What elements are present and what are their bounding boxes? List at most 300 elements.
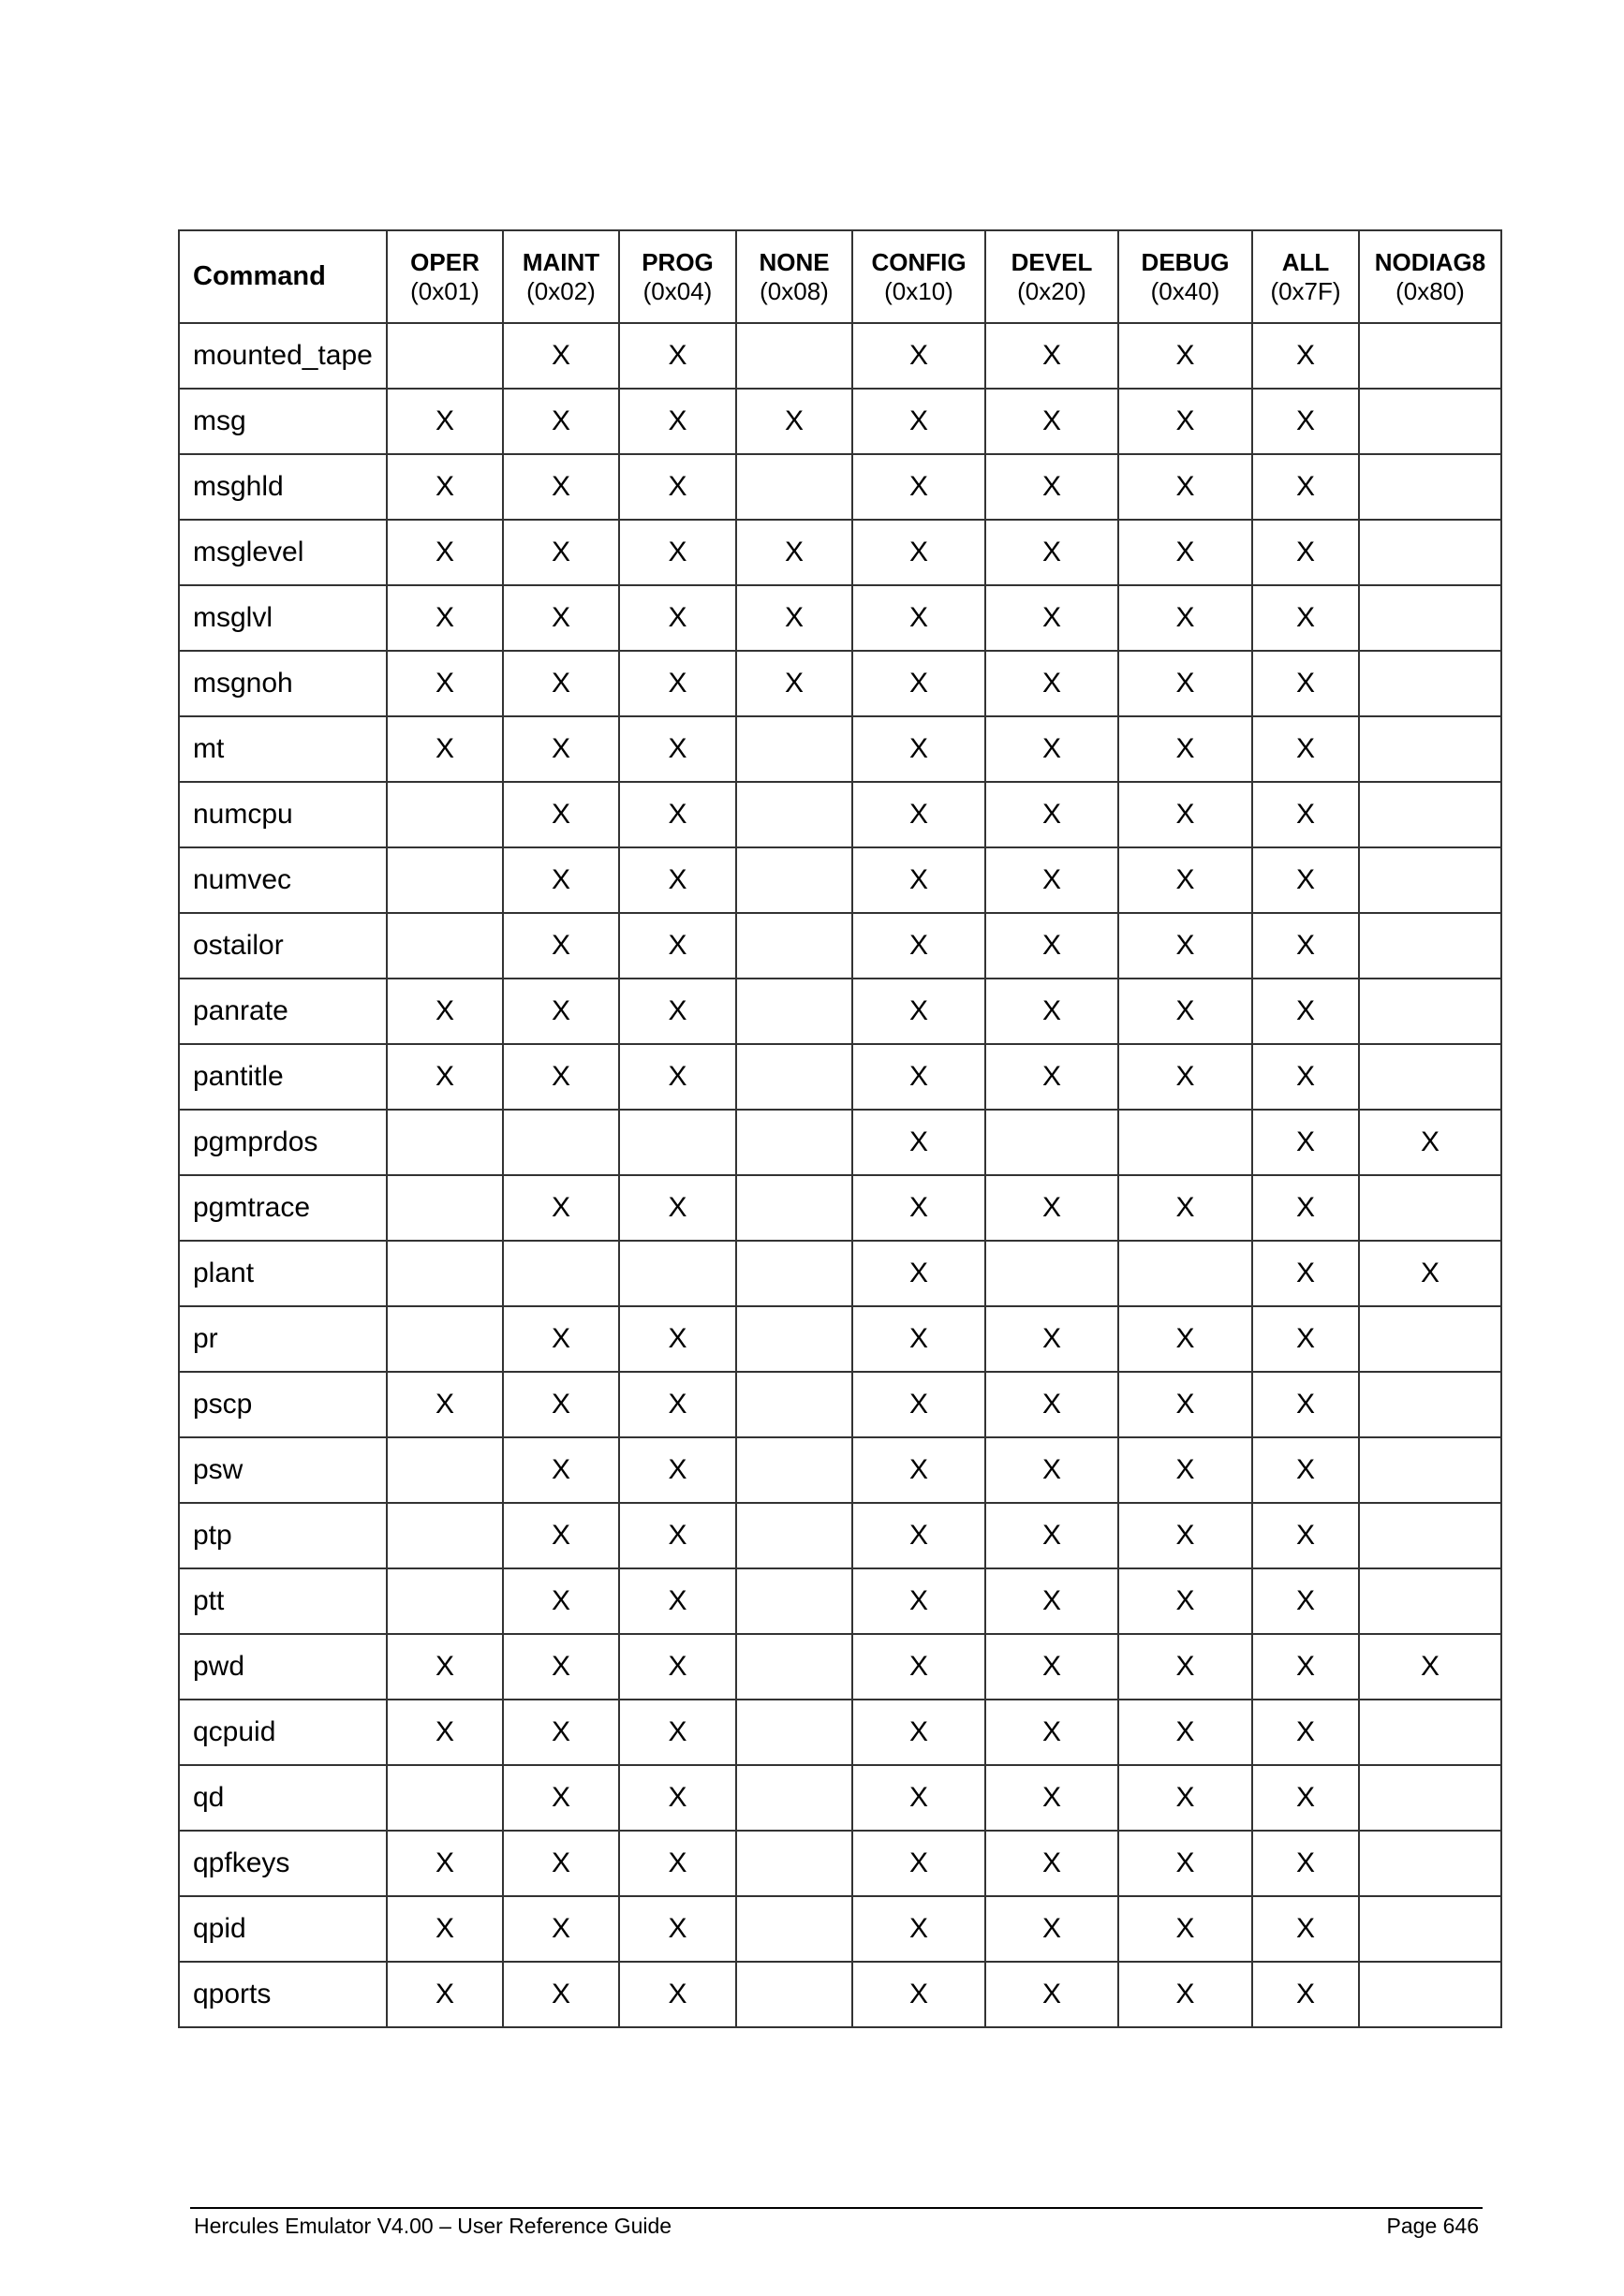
permission-cell-nodiag8	[1359, 1503, 1501, 1568]
permission-cell-nodiag8	[1359, 1175, 1501, 1241]
permission-cell-prog: X	[619, 1044, 736, 1110]
permission-cell-nodiag8: X	[1359, 1241, 1501, 1306]
permission-cell-all: X	[1252, 520, 1359, 585]
command-name-cell: qpfkeys	[179, 1831, 387, 1896]
permission-cell-oper	[387, 782, 503, 847]
permission-cell-debug: X	[1118, 716, 1252, 782]
permission-cell-debug: X	[1118, 1044, 1252, 1110]
permission-cell-nodiag8	[1359, 1568, 1501, 1634]
table-row	[179, 847, 1501, 913]
permission-cell-none	[736, 1896, 852, 1962]
permission-cell-none	[736, 1765, 852, 1831]
command-name-cell: numvec	[179, 847, 387, 913]
column-header-debug	[1118, 230, 1252, 323]
permission-cell-nodiag8	[1359, 651, 1501, 716]
column-header-code: (0x7F)	[1270, 276, 1341, 305]
permission-cell-devel: X	[985, 651, 1118, 716]
table-row	[179, 651, 1501, 716]
permission-cell-nodiag8	[1359, 1306, 1501, 1372]
table-row	[179, 1831, 1501, 1896]
permission-cell-all: X	[1252, 1700, 1359, 1765]
column-header-name: ALL	[1281, 247, 1330, 276]
permission-cell-config: X	[852, 1634, 985, 1700]
table-row	[179, 1896, 1501, 1962]
permission-cell-oper	[387, 1437, 503, 1503]
permission-cell-oper	[387, 1241, 503, 1306]
permission-cell-prog: X	[619, 454, 736, 520]
permission-cell-all: X	[1252, 454, 1359, 520]
permission-cell-all: X	[1252, 1306, 1359, 1372]
footer-document-title: Hercules Emulator V4.00 – User Reference Guide	[194, 2214, 672, 2238]
permission-cell-all: X	[1252, 1962, 1359, 2027]
permission-cell-none	[736, 1831, 852, 1896]
permission-cell-nodiag8	[1359, 1896, 1501, 1962]
permission-cell-prog: X	[619, 1306, 736, 1372]
permission-cell-maint: X	[503, 1503, 619, 1568]
permission-cell-none	[736, 1241, 852, 1306]
permission-cell-devel	[985, 1241, 1118, 1306]
permission-cell-none	[736, 454, 852, 520]
permission-cell-oper	[387, 847, 503, 913]
permission-cell-debug: X	[1118, 1831, 1252, 1896]
permission-cell-devel: X	[985, 1503, 1118, 1568]
column-header-code: (0x10)	[884, 276, 953, 305]
permission-cell-none	[736, 1175, 852, 1241]
permission-cell-oper	[387, 1765, 503, 1831]
permission-cell-debug: X	[1118, 323, 1252, 389]
permission-cell-none	[736, 1306, 852, 1372]
permission-cell-devel: X	[985, 1568, 1118, 1634]
permission-cell-devel: X	[985, 913, 1118, 979]
command-name-cell: mt	[179, 716, 387, 782]
permission-cell-config: X	[852, 1306, 985, 1372]
permission-cell-none	[736, 1568, 852, 1634]
permission-cell-maint: X	[503, 1372, 619, 1437]
permission-cell-config: X	[852, 782, 985, 847]
permission-cell-config: X	[852, 1962, 985, 2027]
permission-cell-oper	[387, 323, 503, 389]
permission-cell-prog: X	[619, 323, 736, 389]
permission-cell-prog: X	[619, 389, 736, 454]
permission-cell-oper	[387, 1110, 503, 1175]
permission-cell-maint: X	[503, 1568, 619, 1634]
permission-cell-all: X	[1252, 651, 1359, 716]
permission-cell-debug: X	[1118, 1372, 1252, 1437]
permission-cell-all: X	[1252, 1896, 1359, 1962]
permission-cell-devel: X	[985, 520, 1118, 585]
permission-cell-prog: X	[619, 1962, 736, 2027]
command-name-cell: msgnoh	[179, 651, 387, 716]
command-table	[178, 229, 1502, 2028]
permission-cell-prog: X	[619, 1700, 736, 1765]
permission-cell-nodiag8	[1359, 782, 1501, 847]
permission-cell-config: X	[852, 389, 985, 454]
table-header-row	[179, 230, 1501, 323]
permission-cell-debug: X	[1118, 1896, 1252, 1962]
column-header-name: OPER	[410, 247, 480, 276]
permission-cell-debug: X	[1118, 1437, 1252, 1503]
permission-cell-devel: X	[985, 323, 1118, 389]
column-header-name: NONE	[759, 247, 830, 276]
permission-cell-oper	[387, 1175, 503, 1241]
column-header-maint	[503, 230, 619, 323]
permission-cell-none	[736, 1503, 852, 1568]
permission-cell-all: X	[1252, 1437, 1359, 1503]
permission-cell-oper: X	[387, 389, 503, 454]
permission-cell-nodiag8	[1359, 389, 1501, 454]
table-row	[179, 1175, 1501, 1241]
permission-cell-debug: X	[1118, 454, 1252, 520]
permission-cell-all: X	[1252, 979, 1359, 1044]
table-row	[179, 782, 1501, 847]
permission-cell-all: X	[1252, 1110, 1359, 1175]
command-name-cell: ostailor	[179, 913, 387, 979]
permission-cell-config: X	[852, 520, 985, 585]
permission-cell-devel	[985, 1110, 1118, 1175]
permission-cell-nodiag8	[1359, 1044, 1501, 1110]
permission-cell-none	[736, 716, 852, 782]
column-header-command: Command	[179, 230, 387, 323]
permission-cell-debug: X	[1118, 913, 1252, 979]
command-name-cell: panrate	[179, 979, 387, 1044]
column-header-all	[1252, 230, 1359, 323]
permission-cell-all: X	[1252, 782, 1359, 847]
permission-cell-all: X	[1252, 389, 1359, 454]
table-row	[179, 1241, 1501, 1306]
footer-page-number: Page 646	[1386, 2214, 1479, 2238]
permission-cell-nodiag8	[1359, 1700, 1501, 1765]
command-name-cell: msglvl	[179, 585, 387, 651]
permission-cell-all: X	[1252, 1044, 1359, 1110]
permission-cell-config: X	[852, 1241, 985, 1306]
table-row	[179, 1110, 1501, 1175]
permission-cell-devel: X	[985, 454, 1118, 520]
permission-cell-prog: X	[619, 1503, 736, 1568]
permission-cell-prog: X	[619, 716, 736, 782]
permission-cell-devel: X	[985, 782, 1118, 847]
permission-cell-nodiag8	[1359, 1962, 1501, 2027]
column-header-code: (0x02)	[526, 276, 596, 305]
command-name-cell: pr	[179, 1306, 387, 1372]
column-header-code: (0x01)	[410, 276, 480, 305]
permission-cell-none: X	[736, 520, 852, 585]
permission-cell-none	[736, 1044, 852, 1110]
permission-cell-nodiag8	[1359, 716, 1501, 782]
permission-cell-prog: X	[619, 585, 736, 651]
command-name-cell: qd	[179, 1765, 387, 1831]
permission-cell-config: X	[852, 979, 985, 1044]
table-row	[179, 454, 1501, 520]
permission-cell-nodiag8	[1359, 323, 1501, 389]
permission-cell-devel: X	[985, 1044, 1118, 1110]
permission-cell-devel: X	[985, 1962, 1118, 2027]
permission-cell-all: X	[1252, 913, 1359, 979]
permission-cell-prog: X	[619, 1634, 736, 1700]
command-name-cell: pgmprdos	[179, 1110, 387, 1175]
permission-cell-config: X	[852, 1700, 985, 1765]
permission-cell-devel: X	[985, 1175, 1118, 1241]
permission-cell-nodiag8	[1359, 913, 1501, 979]
permission-cell-nodiag8	[1359, 1437, 1501, 1503]
permission-cell-maint: X	[503, 323, 619, 389]
permission-cell-oper: X	[387, 1896, 503, 1962]
permission-cell-config: X	[852, 323, 985, 389]
permission-cell-oper	[387, 1503, 503, 1568]
permission-cell-prog: X	[619, 979, 736, 1044]
permission-cell-none	[736, 913, 852, 979]
table-body	[179, 323, 1501, 2027]
permission-cell-prog: X	[619, 782, 736, 847]
permission-cell-devel: X	[985, 1372, 1118, 1437]
permission-cell-oper: X	[387, 1372, 503, 1437]
permission-cell-maint: X	[503, 1962, 619, 2027]
permission-cell-debug: X	[1118, 1700, 1252, 1765]
permission-cell-devel: X	[985, 585, 1118, 651]
permission-cell-debug: X	[1118, 651, 1252, 716]
permission-cell-prog: X	[619, 1765, 736, 1831]
permission-cell-oper	[387, 1306, 503, 1372]
table-row	[179, 1044, 1501, 1110]
permission-cell-maint: X	[503, 1765, 619, 1831]
command-name-cell: ptp	[179, 1503, 387, 1568]
permission-cell-none	[736, 979, 852, 1044]
permission-cell-config: X	[852, 1175, 985, 1241]
column-header-name: NODIAG8	[1374, 247, 1486, 276]
permission-cell-devel: X	[985, 1896, 1118, 1962]
column-header-name: DEVEL	[1011, 247, 1093, 276]
permission-cell-all: X	[1252, 1503, 1359, 1568]
permission-cell-oper: X	[387, 520, 503, 585]
command-name-cell: pantitle	[179, 1044, 387, 1110]
table-row	[179, 389, 1501, 454]
permission-cell-oper: X	[387, 1831, 503, 1896]
permission-cell-oper	[387, 1568, 503, 1634]
table-row	[179, 323, 1501, 389]
permission-cell-config: X	[852, 847, 985, 913]
permission-cell-none	[736, 1700, 852, 1765]
permission-cell-debug: X	[1118, 847, 1252, 913]
permission-cell-debug: X	[1118, 1503, 1252, 1568]
permission-cell-all: X	[1252, 1634, 1359, 1700]
permission-cell-config: X	[852, 1568, 985, 1634]
column-header-code: (0x20)	[1017, 276, 1086, 305]
command-name-cell: plant	[179, 1241, 387, 1306]
permission-cell-oper: X	[387, 979, 503, 1044]
permission-cell-debug: X	[1118, 1962, 1252, 2027]
permission-cell-maint: X	[503, 1700, 619, 1765]
permission-cell-debug: X	[1118, 1634, 1252, 1700]
table-row	[179, 979, 1501, 1044]
column-header-name: DEBUG	[1141, 247, 1230, 276]
permission-cell-nodiag8	[1359, 585, 1501, 651]
command-name-cell: ptt	[179, 1568, 387, 1634]
command-name-cell: psw	[179, 1437, 387, 1503]
permission-cell-prog: X	[619, 1831, 736, 1896]
permission-cell-prog: X	[619, 1896, 736, 1962]
command-name-cell: msglevel	[179, 520, 387, 585]
permission-cell-none: X	[736, 389, 852, 454]
column-header-code: (0x08)	[760, 276, 829, 305]
permission-cell-oper: X	[387, 1044, 503, 1110]
permission-cell-maint: X	[503, 913, 619, 979]
permission-cell-nodiag8	[1359, 979, 1501, 1044]
column-header-name: CONFIG	[871, 247, 967, 276]
table-row	[179, 1765, 1501, 1831]
permission-cell-maint: X	[503, 651, 619, 716]
permission-cell-maint: X	[503, 979, 619, 1044]
permission-cell-all: X	[1252, 1241, 1359, 1306]
permission-cell-nodiag8	[1359, 520, 1501, 585]
column-header-none	[736, 230, 852, 323]
table-row	[179, 716, 1501, 782]
column-header-nodiag8	[1359, 230, 1501, 323]
command-name-cell: pscp	[179, 1372, 387, 1437]
permission-cell-config: X	[852, 1765, 985, 1831]
permission-cell-config: X	[852, 585, 985, 651]
column-header-code: (0x80)	[1395, 276, 1465, 305]
permission-cell-all: X	[1252, 1568, 1359, 1634]
permission-cell-debug	[1118, 1241, 1252, 1306]
permission-cell-oper: X	[387, 1700, 503, 1765]
command-name-cell: msghld	[179, 454, 387, 520]
permission-cell-devel: X	[985, 1831, 1118, 1896]
permission-cell-none: X	[736, 585, 852, 651]
permission-cell-config: X	[852, 1831, 985, 1896]
permission-cell-maint: X	[503, 1437, 619, 1503]
permission-cell-devel: X	[985, 716, 1118, 782]
permission-cell-devel: X	[985, 1700, 1118, 1765]
permission-cell-devel: X	[985, 979, 1118, 1044]
permission-cell-none	[736, 1437, 852, 1503]
table-row	[179, 913, 1501, 979]
table-row	[179, 1568, 1501, 1634]
permission-cell-maint	[503, 1110, 619, 1175]
permission-cell-config: X	[852, 1044, 985, 1110]
permission-cell-nodiag8	[1359, 847, 1501, 913]
table-row	[179, 520, 1501, 585]
permission-cell-config: X	[852, 1372, 985, 1437]
permission-cell-prog: X	[619, 520, 736, 585]
column-header-name: PROG	[642, 247, 714, 276]
permission-cell-prog	[619, 1110, 736, 1175]
command-name-cell: mounted_tape	[179, 323, 387, 389]
permission-cell-oper: X	[387, 585, 503, 651]
table-row	[179, 1372, 1501, 1437]
permission-cell-debug: X	[1118, 1765, 1252, 1831]
permission-cell-debug: X	[1118, 1568, 1252, 1634]
column-header-code: (0x40)	[1150, 276, 1220, 305]
table-row	[179, 1503, 1501, 1568]
permission-cell-prog: X	[619, 1175, 736, 1241]
permission-cell-prog: X	[619, 1372, 736, 1437]
permission-cell-nodiag8: X	[1359, 1634, 1501, 1700]
command-name-cell: pgmtrace	[179, 1175, 387, 1241]
permission-cell-none	[736, 847, 852, 913]
command-name-cell: msg	[179, 389, 387, 454]
permission-cell-maint: X	[503, 585, 619, 651]
command-name-cell: qcpuid	[179, 1700, 387, 1765]
permission-cell-maint: X	[503, 847, 619, 913]
permission-cell-none	[736, 323, 852, 389]
permission-cell-all: X	[1252, 585, 1359, 651]
column-header-code: (0x04)	[642, 276, 713, 305]
permission-cell-all: X	[1252, 847, 1359, 913]
permission-cell-maint: X	[503, 1634, 619, 1700]
permission-cell-all: X	[1252, 1372, 1359, 1437]
footer-divider	[190, 2207, 1483, 2209]
permission-cell-devel: X	[985, 1306, 1118, 1372]
permission-cell-maint: X	[503, 1044, 619, 1110]
permission-cell-prog: X	[619, 847, 736, 913]
permission-cell-prog: X	[619, 651, 736, 716]
permission-cell-debug: X	[1118, 979, 1252, 1044]
table-row	[179, 1634, 1501, 1700]
permission-cell-prog: X	[619, 913, 736, 979]
permission-cell-debug: X	[1118, 520, 1252, 585]
permission-cell-nodiag8	[1359, 454, 1501, 520]
permission-cell-maint: X	[503, 1896, 619, 1962]
column-header-devel	[985, 230, 1118, 323]
permission-cell-none	[736, 782, 852, 847]
permission-cell-config: X	[852, 1896, 985, 1962]
permission-cell-none	[736, 1634, 852, 1700]
permission-cell-maint	[503, 1241, 619, 1306]
table-row	[179, 1962, 1501, 2027]
table-row	[179, 1700, 1501, 1765]
permission-cell-maint: X	[503, 716, 619, 782]
permission-cell-debug: X	[1118, 782, 1252, 847]
table-row	[179, 585, 1501, 651]
permission-cell-oper: X	[387, 651, 503, 716]
permission-cell-debug: X	[1118, 389, 1252, 454]
table-row	[179, 1306, 1501, 1372]
permission-cell-config: X	[852, 1503, 985, 1568]
table-row	[179, 1437, 1501, 1503]
permission-cell-devel: X	[985, 389, 1118, 454]
permission-cell-oper: X	[387, 1634, 503, 1700]
permission-cell-devel: X	[985, 1634, 1118, 1700]
permission-cell-all: X	[1252, 1831, 1359, 1896]
permission-cell-devel: X	[985, 1437, 1118, 1503]
permission-cell-none	[736, 1372, 852, 1437]
permission-cell-all: X	[1252, 716, 1359, 782]
column-header-config	[852, 230, 985, 323]
permission-cell-oper: X	[387, 1962, 503, 2027]
permission-cell-config: X	[852, 1437, 985, 1503]
permission-cell-maint: X	[503, 1175, 619, 1241]
column-header-name: MAINT	[522, 247, 600, 276]
permission-cell-none	[736, 1110, 852, 1175]
permission-cell-maint: X	[503, 1831, 619, 1896]
permission-cell-all: X	[1252, 1175, 1359, 1241]
permission-cell-config: X	[852, 716, 985, 782]
command-name-cell: qports	[179, 1962, 387, 2027]
permission-cell-nodiag8	[1359, 1765, 1501, 1831]
permission-cell-nodiag8	[1359, 1831, 1501, 1896]
permission-cell-debug	[1118, 1110, 1252, 1175]
permission-cell-devel: X	[985, 1765, 1118, 1831]
permission-cell-maint: X	[503, 1306, 619, 1372]
permission-cell-config: X	[852, 651, 985, 716]
permission-cell-devel: X	[985, 847, 1118, 913]
permission-cell-config: X	[852, 913, 985, 979]
permission-cell-maint: X	[503, 454, 619, 520]
column-header-prog	[619, 230, 736, 323]
permission-cell-config: X	[852, 454, 985, 520]
permission-cell-oper: X	[387, 454, 503, 520]
permission-cell-maint: X	[503, 389, 619, 454]
command-name-cell: numcpu	[179, 782, 387, 847]
